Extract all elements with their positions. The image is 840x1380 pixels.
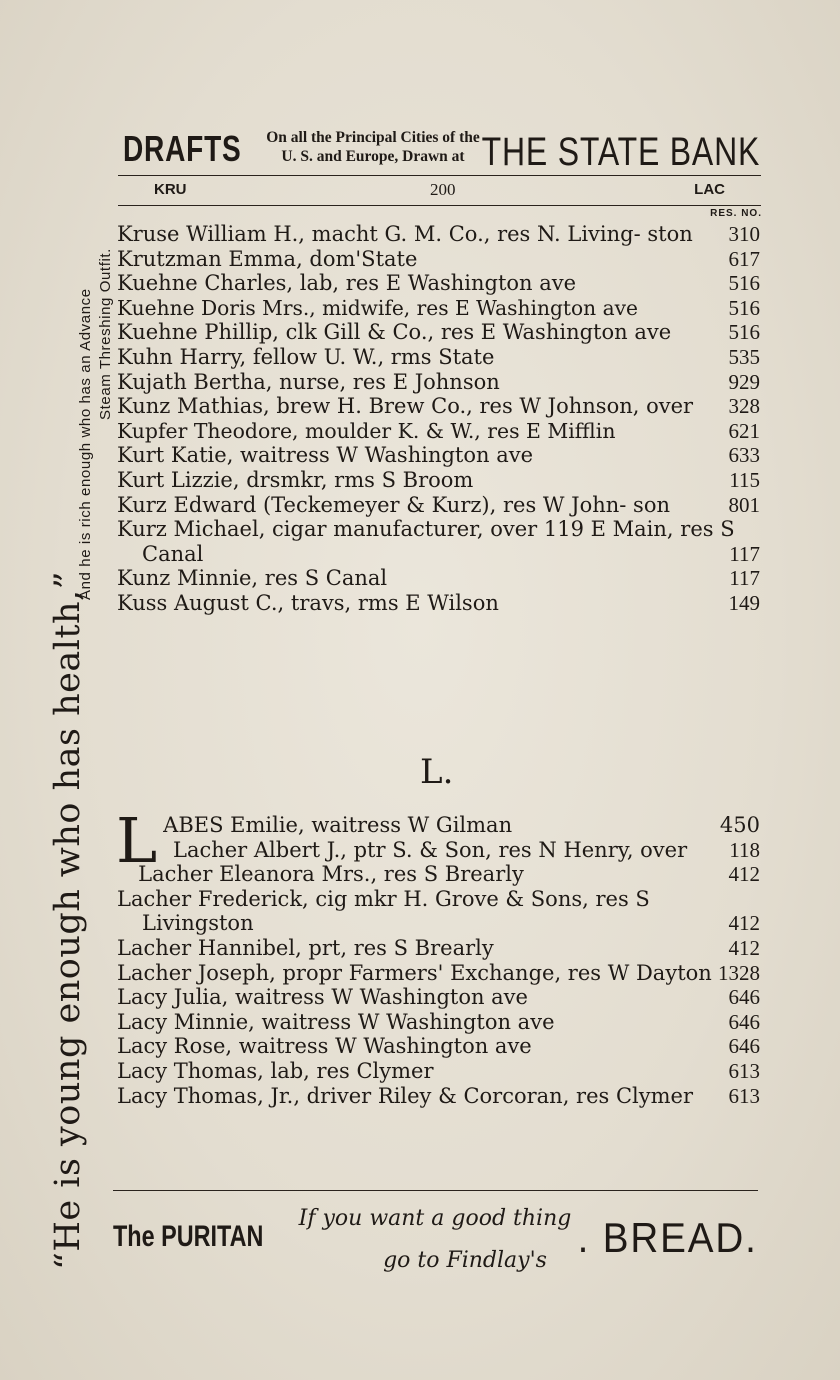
side-ad-line-1: And he is rich enough who has an Advance [77,288,94,600]
list-item [117,296,762,321]
list-item [117,862,762,887]
list-item [117,1034,762,1059]
drafts-description-line-1: On all the Principal Cities of the [266,129,480,146]
bank-advertisement-header [120,126,760,174]
entry-text: Lacher Eleanora Mrs., res S Brearly [138,862,524,887]
list-item [117,1084,762,1109]
entry-number: 412 [728,935,760,960]
entry-text: Lacher Albert J., ptr S. & Son, res N Henry, over [173,837,688,862]
list-item [117,247,762,272]
entry-number: 613 [728,1083,760,1108]
bread-label: . BREAD. [577,1214,758,1261]
entry-number: 149 [728,590,760,615]
header-rule-top [118,175,761,176]
entry-text: ABES Emilie, waitress W Gilman [163,813,513,837]
entry-number: 516 [728,295,760,320]
entry-number: 646 [728,1009,760,1034]
entry-text: Kuehne Charles, lab, res E Washington ave [117,271,577,296]
entry-number: 929 [728,369,760,394]
entry-number: 450 [719,813,760,837]
entry-text: Kuhn Harry, fellow U. W., rms State [117,344,495,369]
entry-text: Lacy Thomas, Jr., driver Riley & Corcoran, res Clymer [117,1083,693,1108]
entry-text: Kurt Katie, waitress W Washington ave [117,443,534,468]
section-letter: L. [420,752,454,792]
entry-text: Kurt Lizzie, drsmkr, rms S Broom [117,467,474,492]
list-item [117,493,762,518]
list-item [117,936,762,961]
list-item [117,394,762,419]
list-item [117,566,762,591]
script-slogan-line-2: go to Findlay's [383,1248,547,1273]
header-rule-bottom [118,205,761,206]
running-head-right: LAC [694,181,725,198]
list-item [117,222,762,247]
entry-number: 621 [728,418,760,443]
list-item [117,961,762,986]
script-slogan-line-1: If you want a good thing [298,1206,572,1231]
entry-text: Kruse William H., macht G. M. Co., res N. Living- ston [117,222,693,246]
entry-number: 328 [728,394,760,419]
list-item [117,838,762,863]
entry-number: 516 [728,271,760,296]
entry-text: Lacher Joseph, propr Farmers' Exchange, res W Dayton [117,960,712,985]
drop-cap: L [116,804,158,877]
entry-text: Krutzman Emma, dom'State [117,246,418,271]
side-advertisement-health: “He is young enough who has health,” [48,570,88,1270]
entry-number: 117 [729,566,760,591]
entry-text: Lacy Julia, waitress W Washington ave [117,985,528,1010]
list-item [117,370,762,395]
page-number: 200 [430,180,456,199]
entry-text: Kunz Mathias, brew H. Brew Co., res W Johnson, over [117,394,694,419]
entry-number: 115 [729,467,760,492]
drafts-description-line-2: U. S. and Europe, Drawn at [281,148,465,165]
bank-name: THE STATE BANK [481,130,760,174]
entry-number: 617 [728,246,760,271]
drafts-description [228,128,518,166]
list-item [117,443,762,468]
list-item [117,419,762,444]
list-item [117,1059,762,1084]
entry-text: Kujath Bertha, nurse, res E Johnson [117,369,500,394]
running-head-left: KRU [154,181,187,198]
list-item [117,345,762,370]
entry-text: Kunz Minnie, res S Canal [117,566,388,591]
entry-number: 118 [729,837,760,862]
entry-text: Lacher Frederick, cig mkr H. Grove & Sons, res S Livingston [117,886,650,936]
entry-number: 412 [728,862,760,887]
list-item [117,320,762,345]
list-item [117,591,762,616]
entry-text: Kuehne Phillip, clk Gill & Co., res E Washington ave [117,320,672,345]
entry-text: Lacy Minnie, waitress W Washington ave [117,1009,555,1034]
drafts-label: DRAFTS [123,128,242,169]
entry-number: 646 [728,1034,760,1059]
entry-number: 117 [729,541,760,566]
list-item [117,271,762,296]
entry-number: 633 [728,443,760,468]
list-item [117,985,762,1010]
script-slogan [285,1198,585,1282]
entry-number: 613 [728,1058,760,1083]
entry-number: 310 [728,222,760,246]
entry-number: 801 [728,492,760,517]
entry-number: 516 [728,320,760,345]
res-no-label: RES. NO. [710,208,762,219]
entry-text: Lacher Hannibel, prt, res S Brearly [117,935,494,960]
list-item [117,887,762,936]
list-item [117,468,762,493]
entry-number: 646 [728,985,760,1010]
puritan-label: The PURITAN [113,1220,264,1253]
entries-l [116,804,762,1108]
entry-text: Kuehne Doris Mrs., midwife, res E Washington ave [117,295,638,320]
entry-text: Kuss August C., travs, rms E Wilson [117,590,499,615]
side-ad-line-2: Steam Threshing Outfit. [97,248,114,420]
entry-number: 1328 [718,960,760,985]
entry-text: Lacy Rose, waitress W Washington ave [117,1034,532,1059]
entries-k [117,222,762,616]
entry-number: 412 [728,911,760,936]
bread-advertisement-footer [113,1190,758,1300]
running-head [120,178,760,202]
side-advertisement-threshing [76,130,116,600]
entry-text: Lacy Thomas, lab, res Clymer [117,1058,434,1083]
entry-number: 535 [728,344,760,369]
entry-text: Kurz Edward (Teckemeyer & Kurz), res W John- son [117,492,670,517]
list-item [117,517,762,566]
entry-text: Kurz Michael, cigar manufacturer, over 119 E Main, res S Canal [117,517,735,566]
list-item [117,1010,762,1035]
entry-text: Kupfer Theodore, moulder K. & W., res E Mifflin [117,418,616,443]
